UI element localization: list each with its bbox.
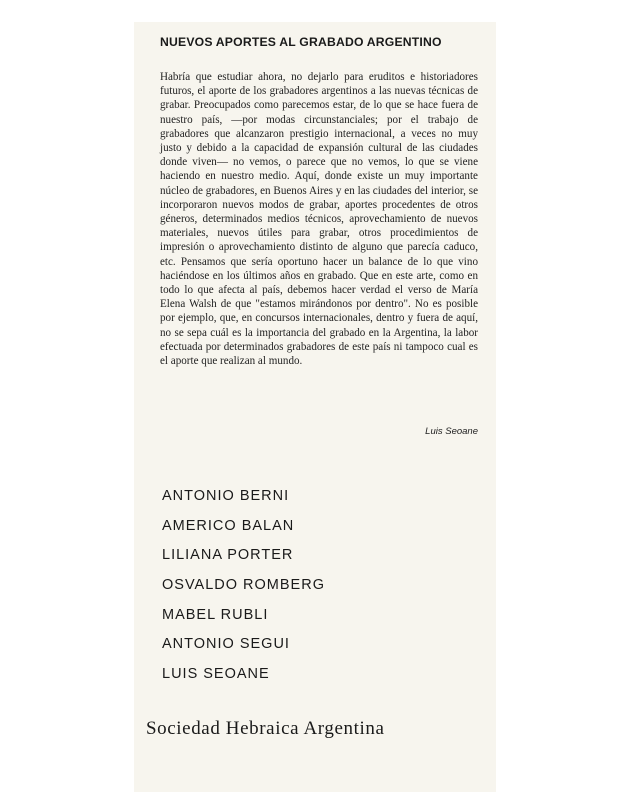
artist-name: LUIS SEOANE (162, 666, 270, 683)
publisher-name: Sociedad Hebraica Argentina (146, 718, 385, 739)
author-signature: Luis Seoane (425, 426, 478, 437)
artist-name: ANTONIO SEGUI (162, 636, 290, 653)
essay-text: Habría que estudiar ahora, no dejarlo para eruditos e historiadores futuros, el aporte de los grabadores argentinos a las nuevas técnicas de grabar. Preocupados como parecemos estar, de lo que se hace fuera de nuestro país, —por modas circunstanciales; por el trabajo de grabadores que alcanzaron prestigio internacional, a veces no muy justo y debido a la capacidad de expansión cultural de las ciudades donde viven— no vemos, o parece que no vemos, lo que se viene haciendo en nuestro medio. Aquí, donde existe un muy importante núcleo de grabadores, en Buenos Aires y en las ciudades del interior, se incorporaron nuevos modos de grabar, aportes procedentes de otros géneros, determinados medios técnicos, aprovechamiento de nuevos materiales, nuevos útiles para grabar, otros procedimientos de impresión o aprovechamiento distinto de alguno que parecía caduco, etc. Pensamos que sería oportuno hacer un balance de lo que vino haciéndose en los últimos años en grabado. Que en este arte, como en todo lo que afecta al país, debemos hacer verdad el verso de María Elena Walsh de que "estamos mirándonos por dentro". No es posible por ejemplo, que, en concursos internacionales, dentro y fuera de aquí, no se sepa cuál es la importancia del grabado en la Argentina, la labor efectuada por determinados grabadores de este país ni tampoco cual es el aporte que realizan al mundo. (160, 71, 478, 368)
artist-list (162, 485, 325, 693)
document-title: NUEVOS APORTES AL GRABADO ARGENTINO (160, 35, 442, 49)
artist-name: AMERICO BALAN (162, 517, 295, 534)
artist-name: MABEL RUBLI (162, 606, 269, 623)
artist-name: LILIANA PORTER (162, 547, 294, 564)
artist-name: ANTONIO BERNI (162, 488, 290, 504)
artist-name: OSVALDO ROMBERG (162, 577, 325, 594)
